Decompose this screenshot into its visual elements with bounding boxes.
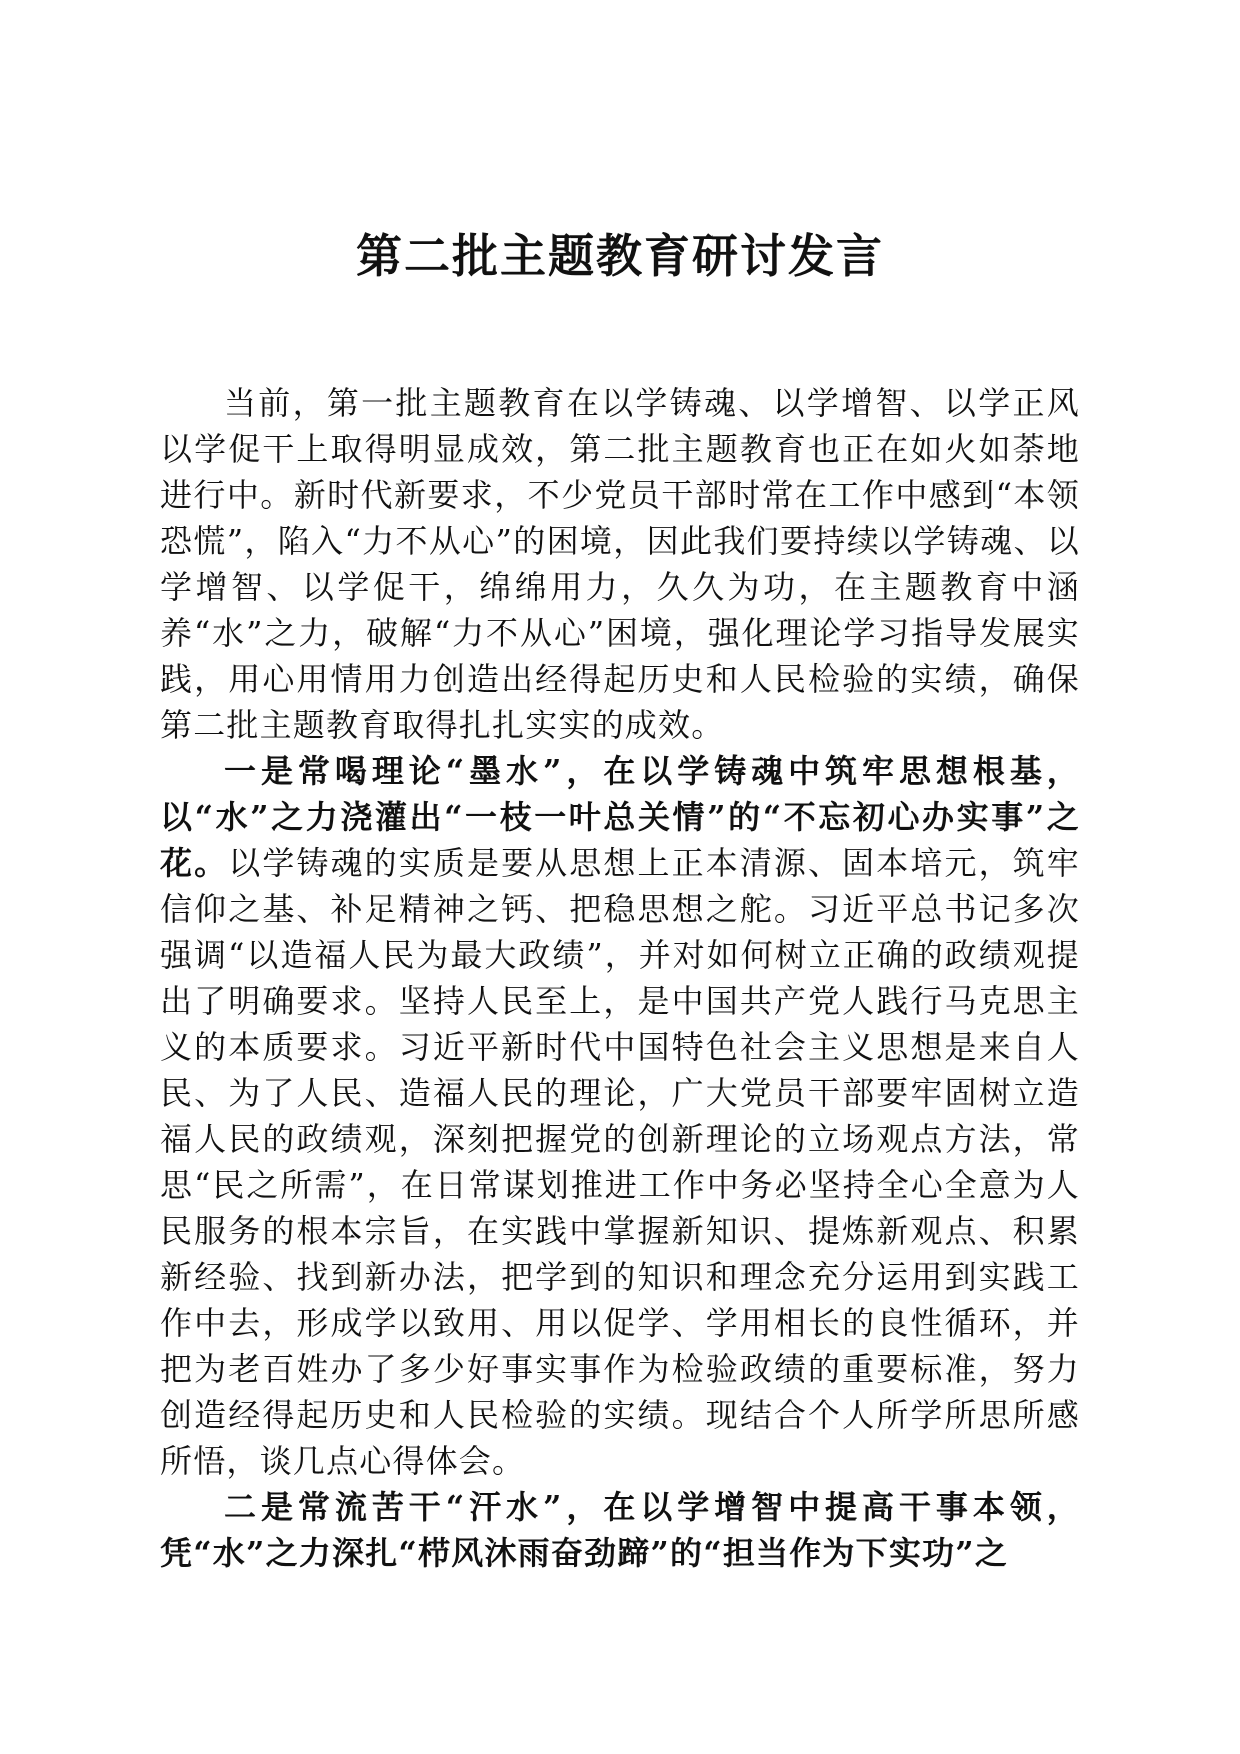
document-body bbox=[160, 380, 1080, 1576]
paragraph-point-1 bbox=[160, 748, 1080, 1484]
paragraph-lead: 二是常流苦干“汗水”，在以学增智中提高干事本领，凭“水”之力深扎“栉风沐雨奋劲蹄”的“担当作为下实功”之 bbox=[160, 1488, 1080, 1572]
paragraph-text: 当前，第一批主题教育在以学铸魂、以学增智、以学正风以学促干上取得明显成效，第二批主题教育也正在如火如荼地进行中。新时代新要求，不少党员干部时常在工作中感到“本领恐慌”，陷入“力不从心”的困境，因此我们要持续以学铸魂、以学增智、以学促干，绵绵用力，久久为功，在主题教育中涵养“水”之力，破解“力不从心”困境，强化理论学习指导发展实践，用心用情用力创造出经得起历史和人民检验的实绩，确保第二批主题教育取得扎扎实实的成效。 bbox=[160, 384, 1080, 744]
paragraph-text: 以学铸魂的实质是要从思想上正本清源、固本培元，筑牢信仰之基、补足精神之钙、把稳思想之舵。习近平总书记多次强调“以造福人民为最大政绩”，并对如何树立正确的政绩观提出了明确要求。坚持人民至上，是中国共产党人践行马克思主义的本质要求。习近平新时代中国特色社会主义思想是来自人民、为了人民、造福人民的理论，广大党员干部要牢固树立造福人民的政绩观，深刻把握党的创新理论的立场观点方法，常思“民之所需”，在日常谋划推进工作中务必坚持全心全意为人民服务的根本宗旨，在实践中掌握新知识、提炼新观点、积累新经验、找到新办法，把学到的知识和理念充分运用到实践工作中去，形成学以致用、用以促学、学用相长的良性循环，并把为老百姓办了多少好事实事作为检验政绩的重要标准，努力创造经得起历史和人民检验的实绩。现结合个人所学所思所感所悟，谈几点心得体会。 bbox=[160, 844, 1080, 1480]
document-title: 第二批主题教育研讨发言 bbox=[356, 229, 884, 283]
paragraph-lead: 一是常喝理论“墨水”，在以学铸魂中筑牢思想根基，以“水”之力浇灌出“一枝一叶总关情”的“不忘初心办实事”之花。 bbox=[160, 752, 1080, 882]
paragraph-intro bbox=[160, 380, 1080, 748]
paragraph-point-2 bbox=[160, 1484, 1080, 1576]
